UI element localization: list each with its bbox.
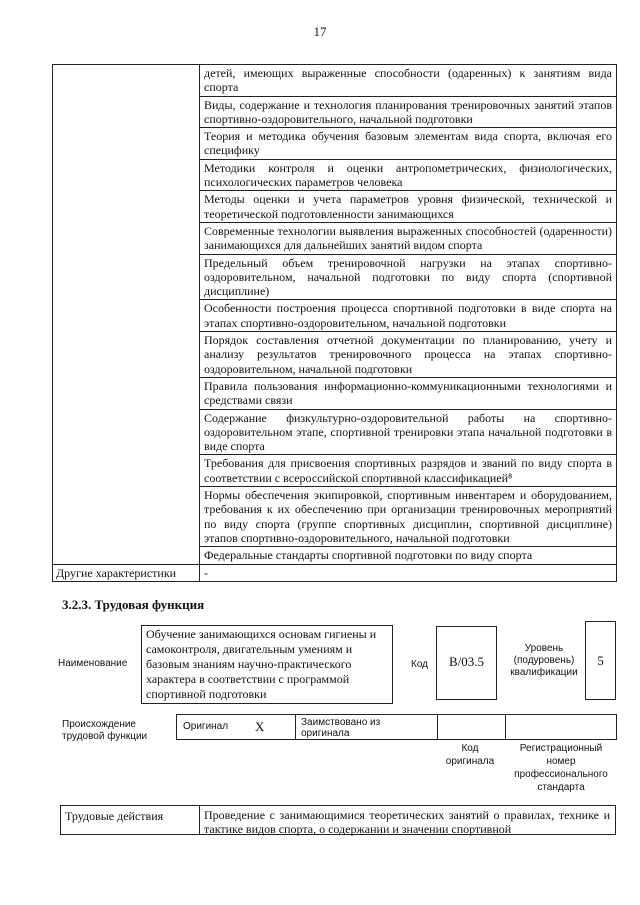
section-title: 3.2.3. Трудовая функция xyxy=(62,597,205,612)
table-cell-text: Нормы обеспечения экипировкой, спортивным инвентарем и оборудованием, требования к их обеспечению при организации тренировочных мероприятий по виду спорта (группе спортивных дисциплин, спортивной дисциплине) этапов спортивно-оздоровительного, начальной подготовки xyxy=(200,487,617,547)
function-name-box: Обучение занимающихся основам гигиены и самоконтроля, двигательным умениям и базовым знаниям научно-практического характера в соответствии с программой спортивной подготовки xyxy=(141,625,393,704)
labor-actions-label: Трудовые действия xyxy=(65,809,164,823)
table-cell-text: детей, имеющих выраженные способности (одаренных) к занятиям вида спорта xyxy=(200,65,617,97)
origin-divider xyxy=(295,715,296,739)
qualification-level-label: Уровень (подуровень) квалификации xyxy=(510,643,578,678)
original-mark: X xyxy=(255,719,265,734)
code-original-label: Код оригинала xyxy=(445,743,495,767)
labor-actions-text: Проведение с занимающимися теоретических занятий о правилах, технике и тактике видов спорта, о содержании и значении спортивной xyxy=(204,808,610,836)
qualification-level-box: 5 xyxy=(585,621,616,700)
origin-divider xyxy=(505,715,506,739)
borrowed-label: Заимствовано из оригинала xyxy=(301,717,381,739)
table-left-cell xyxy=(53,65,200,565)
table-cell-text: Требования для присвоения спортивных разрядов и званий по виду спорта в соответствии с всероссийской спортивной классификацией⁸ xyxy=(200,455,617,487)
knowledge-table xyxy=(52,64,617,582)
table-row-other xyxy=(53,564,617,581)
labor-actions-divider xyxy=(199,806,200,834)
origin-strip xyxy=(176,714,617,740)
table-cell-text: Порядок составления отчетной документации по планированию, учету и анализу результатов тренировочного процесса на этапах спортивно-оздоровительном, начальной подготовки xyxy=(200,332,617,378)
origin-label: Происхождение трудовой функции xyxy=(62,719,148,742)
registration-number-label: Регистрационный номер профессионального стандарта xyxy=(514,743,608,793)
origin-divider xyxy=(437,715,438,739)
table-cell-text: Предельный объем тренировочной нагрузки на этапах спортивно-оздоровительном, начальной подготовки по виду спорта (спортивной дисциплине) xyxy=(200,254,617,300)
table-cell-text: Особенности построения процесса спортивной подготовки в виде спорта на этапах спортивно-оздоровительном, начальной подготовки xyxy=(200,300,617,332)
code-label: Код xyxy=(411,659,429,670)
other-characteristics-label: Другие характеристики xyxy=(56,565,177,580)
table-cell-text: Теория и методика обучения базовым элементам вида спорта, включая его специфику xyxy=(200,128,617,160)
table-row xyxy=(53,65,617,97)
other-characteristics-label-cell xyxy=(53,564,200,581)
code-box: В/03.5 xyxy=(436,626,497,700)
name-label: Наименование xyxy=(58,658,128,669)
table-cell-text: Федеральные стандарты спортивной подготовки по виду спорта xyxy=(200,547,617,564)
table-cell-text: Правила пользования информационно-коммуникационными технологиями и средствами связи xyxy=(200,377,617,409)
other-characteristics-value: - xyxy=(200,564,617,581)
table-cell-text: Современные технологии выявления выраженных способностей (одаренности) занимающихся для дальнейших занятий видом спорта xyxy=(200,222,617,254)
table-cell-text: Содержание физкультурно-оздоровительной работы на спортивно-оздоровительном этапе, спортивной тренировки этапа начальной подготовки в виде спорта xyxy=(200,409,617,455)
table-cell-text: Виды, содержание и технология планирования тренировочных занятий этапов спортивно-оздоровительного, начальной подготовки xyxy=(200,96,617,128)
labor-actions-table xyxy=(60,805,616,835)
table-cell-text: Методики контроля и оценки антропометрических, физиологических, психологических параметров человека xyxy=(200,159,617,191)
page-number: 17 xyxy=(313,24,327,39)
table-cell-text: Методы оценки и учета параметров уровня физической, технической и теоретической подготовленности занимающихся xyxy=(200,191,617,223)
original-label: Оригинал xyxy=(183,721,229,732)
